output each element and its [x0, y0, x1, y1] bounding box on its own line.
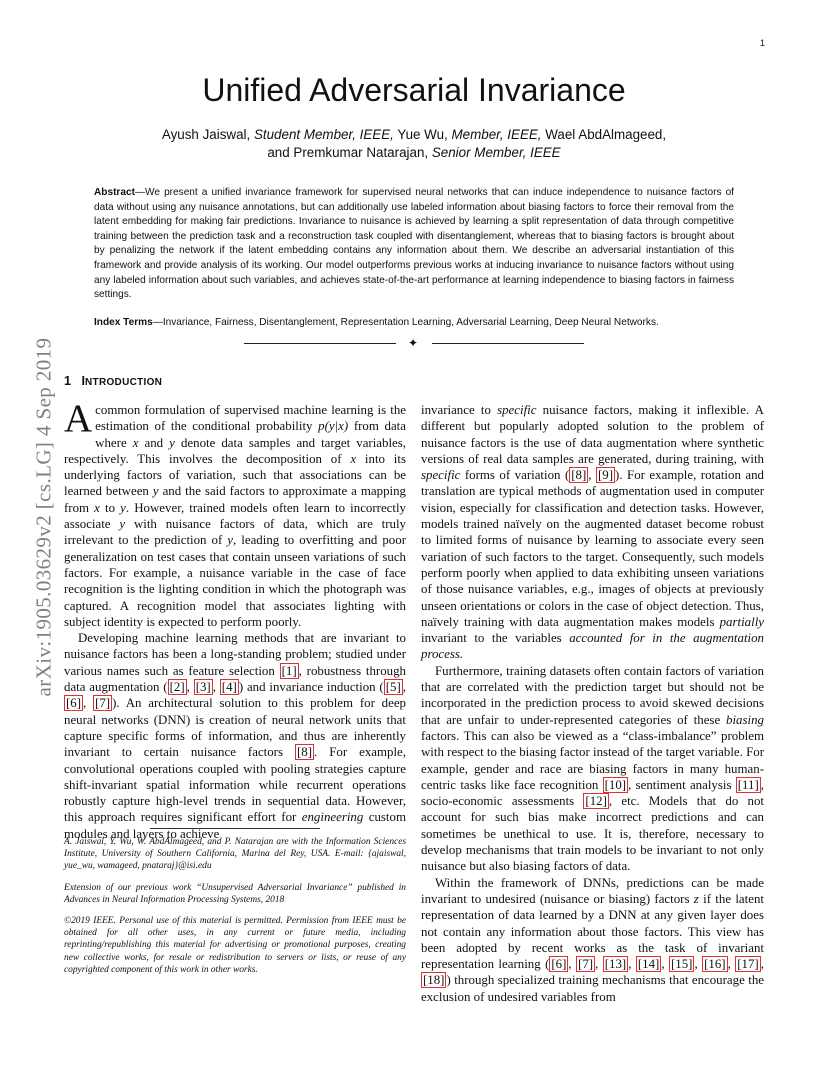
divider-line	[244, 343, 396, 344]
index-terms-text: —Invariance, Fairness, Disentanglement, Representation Learning, Adversarial Learning, Deep Neural Networks.	[152, 317, 659, 328]
left-column	[64, 397, 407, 842]
paragraph: Developing machine learning methods that are invariant to nuisance factors has been a long-standing problem; studied under various names such as feature selection [1] , robustness through data augmentation ( [2] , [3] , [4] ) and invariance induction ( [5] , [6] , [7] ). An architectural solution to this problem for deep neural networks (DNN) is creation of neural network units that capture specific forms of information, and thus are inherently invariant to certain nuisance factors [8] . For example, convolutional operations coupled with pooling strategies capture shift-invariant spatial information while recurrent operations robustly capture high-level trends in sequential data. However, this approach requires significant effort for engineering custom modules and layers to achieve	[64, 631, 406, 841]
citation-link[interactable]: [15]	[670, 957, 693, 972]
citation-link[interactable]: [18]	[423, 973, 445, 988]
footnote: A. Jaiswal, Y. Wu, W. AbdAlmageed, and P. Natarajan are with the Information Sciences Institute, University of Southern California, Marina del Rey, USA. E-mail: {ajaiswal, yue_wu, wamageed, pnataraj}@isi.edu	[64, 837, 406, 872]
footnote: ©2019 IEEE. Personal use of this material is permitted. Permission from IEEE must be obtained for all other uses, in any current or future media, including reprinting/republishing this material for advertising or promotional purposes, creating new collective works, for resale or redistribution to servers or lists, or reuse of any copyrighted component of this work in other works.	[64, 916, 406, 975]
footnote: Extension of our previous work “Unsupervised Adversarial Invariance” published in Advances in Neural Information Processing Systems, 2018	[64, 882, 406, 905]
citation-link[interactable]: [3]	[195, 680, 211, 695]
citation-link[interactable]: [7]	[95, 696, 111, 711]
paragraph: Furthermore, training datasets often contain factors of variation that are correlated with the prediction target but should not be incorporated in the prediction process to avoid skewed decisions that are unfair to under-represented categories of these biasing factors. This can also be viewed as a “class-imbalance” problem with respect to the biasing factor instead of the target variable. For example, gender and race are biasing factors in many human-centric tasks like face recognition [10] , sentiment analysis [11] , socio-economic assessments [12] , etc. Models that do not account for such bias make incorrect predictions and can sometimes be unethical to use. It is, therefore, necessary to develop mechanisms that train models to be invariant to not only nuisance but also biasing factors of data.	[421, 663, 764, 874]
footnote-rule	[150, 828, 320, 829]
arxiv-stamp: arXiv:1905.03629v2 [cs.LG] 4 Sep 2019	[31, 337, 56, 697]
section-number: 1	[64, 374, 72, 388]
section-divider	[244, 336, 584, 350]
author-role: Student Member, IEEE,	[253, 127, 394, 142]
citation-link[interactable]: [16]	[704, 957, 726, 972]
author-name: Ayush Jaiswal,	[161, 127, 251, 142]
citation-link[interactable]: [17]	[737, 957, 759, 972]
citation-link[interactable]: [8]	[296, 745, 313, 760]
citation-link[interactable]: [12]	[585, 794, 607, 809]
citation-link[interactable]: [11]	[737, 777, 759, 792]
section-heading	[64, 374, 162, 388]
citation-link[interactable]: [6]	[551, 957, 567, 972]
citation-link[interactable]: [4]	[221, 680, 237, 695]
citation-link[interactable]: [9]	[598, 468, 614, 483]
right-column	[421, 402, 764, 1005]
paragraph: invariance to specific nuisance factors, making it inflexible. A different but popularly adopted solution to the problem of nuisance factors is the use of data augmentation where synthetic versions of real data samples are generated, during training, with specific forms of variation ( [8] , [9] ). For example, rotation and translation are typical methods of augmentation used in computer vision, especially for classification and detection tasks. However, models trained naïvely on the augmented dataset become robust to limited forms of nuisance by learning to associate every seen variation of such factors to the target. Consequently, such models perform poorly when applied to data exhibiting unseen variations of those nuisance variables, e.g., images of objects at previously unseen orientations or colors in the case of object detection. Thus, naïvely training with data augmentation makes models partially invariant to the variables accounted for in the augmentation process.	[421, 403, 764, 662]
author-name: Wael AbdAlmageed,	[545, 127, 667, 142]
abstract-label: Abstract	[94, 187, 135, 198]
author-role: Senior Member, IEEE	[431, 145, 561, 160]
section-title-rest: NTRODUCTION	[85, 377, 163, 388]
paragraph: A common formulation of supervised machine learning is the estimation of the conditional probability p(y|x) from data where x and y denote data samples and target variables, respectively. This involves the decomposition of x into its underlying factors of variation, such that associations can be learned between y and the said factors to approximate a mapping from x to y. However, trained models often learn to incorrectly associate y with nuisance factors of data, which are truly irrelevant to the prediction of y, leading to overfitting and poor generalization on test cases that contain unseen variations of such factors. For example, a nuisance variable in the case of face recognition is the lighting condition in which the photograph was captured. A recognition model that associates lighting with subject identity is expected to perform poorly.	[64, 397, 407, 629]
author-name: and Premkumar Natarajan,	[267, 145, 429, 160]
section-title-initial: I	[81, 374, 86, 388]
author-list	[100, 126, 728, 162]
abstract-text: —We present a unified invariance framework for supervised neural networks that can induce independence to nuisance factors of data without using any nuisance annotations, but can additionally use labeled information about biasing factors to force their removal from the latent embedding for making fair predictions. Invariance to nuisance is achieved by learning a split representation of data through competitive training between the prediction task and a reconstruction task coupled with disentanglement, whereas that to biasing factors is brought about by penalizing the network if the latent embedding contains any information about them. We describe an adversarial instantiation of this framework and provide analysis of its working. Our model outperforms previous works at inducing invariance to nuisance factors without using any labeled information about such variables, and achieves state-of-the-art performance at learning independence to biasing factors in fairness settings.	[94, 187, 734, 301]
index-terms	[94, 316, 734, 330]
paragraph: Within the framework of DNNs, predictions can be made invariant to undesired (nuisance or biasing) factors z if the latent representation of data learned by a DNN at any given layer does not contain any information about those factors. This view has been adopted by recent works as the task of invariant representation learning ( [6] , [7] , [13] , [14] , [15] , [16] , [17] , [18] ) through specialized training mechanisms that encourage the exclusion of undesired variables from	[421, 875, 764, 1004]
index-terms-label: Index Terms	[94, 317, 153, 328]
citation-link[interactable]: [5]	[385, 680, 401, 695]
citation-link[interactable]: [6]	[66, 696, 82, 711]
drop-cap: A	[64, 397, 93, 440]
citation-link[interactable]: [14]	[637, 957, 660, 972]
citation-link[interactable]: [10]	[604, 777, 627, 792]
page-number: 1	[760, 38, 766, 48]
diamond-icon: ✦	[408, 336, 419, 350]
divider-line	[432, 343, 584, 344]
citation-link[interactable]: [7]	[578, 957, 594, 972]
citation-link[interactable]: [1]	[281, 663, 297, 678]
abstract	[94, 186, 734, 303]
footnotes	[64, 836, 406, 985]
citation-link[interactable]: [13]	[604, 957, 627, 972]
author-name: Yue Wu,	[397, 127, 448, 142]
citation-link[interactable]: [2]	[169, 680, 185, 695]
author-role: Member, IEEE,	[451, 127, 542, 142]
paper-title: Unified Adversarial Invariance	[202, 72, 626, 108]
citation-link[interactable]: [8]	[571, 468, 587, 483]
